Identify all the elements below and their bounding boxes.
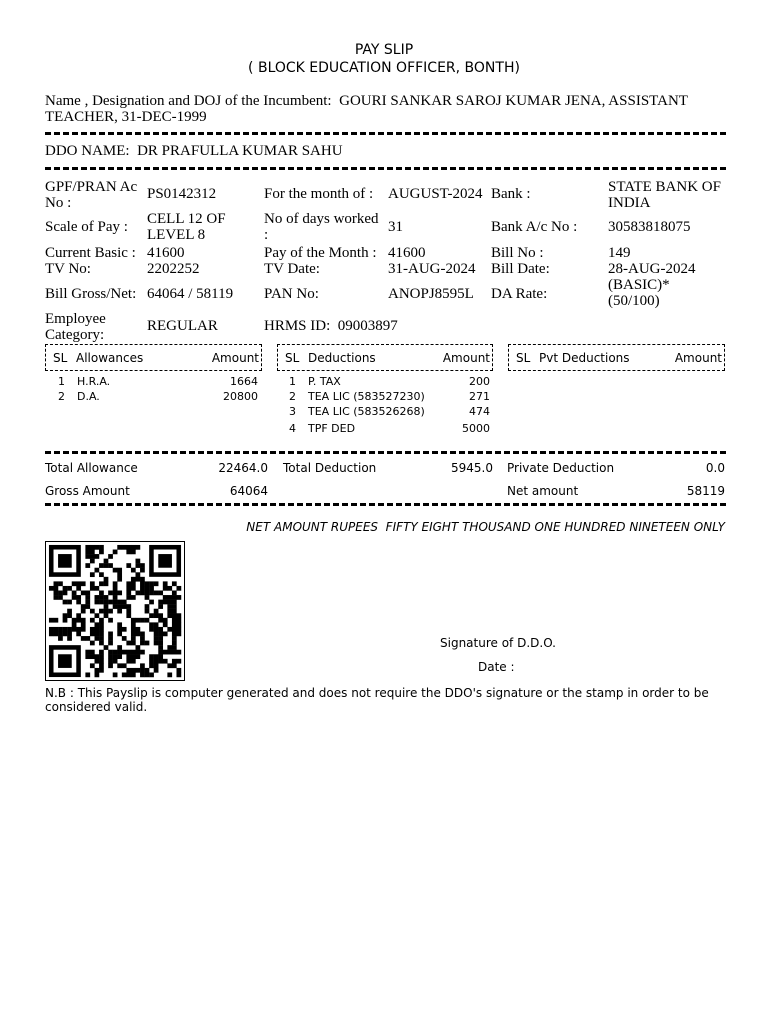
gross-net-label: Bill Gross/Net: — [45, 286, 137, 302]
bank-value: STATE BANK OF INDIA — [608, 179, 721, 211]
private-deduction-value: 0.0 — [705, 461, 725, 475]
days-value: 31 — [388, 219, 403, 235]
bill-no-label: Bill No : — [491, 245, 544, 261]
allowances-title-header: Allowances — [76, 351, 144, 365]
incumbent-label: Name , Designation and DOJ of the Incumbent: — [45, 93, 332, 109]
allowances-sl-header: SL — [53, 351, 68, 365]
hrms-value: 09003897 — [337, 318, 398, 334]
total-deduction-label: Total Deduction — [283, 461, 377, 475]
allowances-header — [45, 344, 262, 371]
incumbent-value: GOURI SANKAR SAROJ KUMAR JENA, ASSISTANT TEACHER, 31-DEC-1999 — [45, 93, 688, 125]
pay-value: 41600 — [388, 245, 426, 261]
net-amount-label: Net amount — [507, 484, 579, 498]
account-label: Bank A/c No : — [491, 219, 578, 235]
deduction-name: P. TAX — [308, 375, 341, 388]
deduction-name: TPF DED — [308, 422, 356, 435]
divider — [45, 132, 726, 135]
net-amount-in-words: NET AMOUNT RUPEES FIFTY EIGHT THOUSAND ONE HUNDRED NINETEEN ONLY — [246, 520, 725, 534]
allowance-amount: 20800 — [223, 390, 258, 403]
tv-date-value: 31-AUG-2024 — [388, 261, 476, 277]
deduction-sl: 1 — [289, 375, 296, 388]
days-label: No of days worked : — [264, 211, 379, 243]
total-deduction-value: 5945.0 — [451, 461, 493, 475]
divider — [45, 451, 726, 454]
qr-code — [45, 541, 185, 681]
gpf-label: GPF/PRAN Ac No : — [45, 179, 138, 211]
deduction-sl: 2 — [289, 390, 296, 403]
da-value: (BASIC)* (50/100) — [608, 277, 670, 309]
hrms-label: HRMS ID: — [264, 318, 331, 334]
deduction-sl: 3 — [289, 405, 296, 418]
allowance-name: H.R.A. — [77, 375, 111, 388]
bank-label: Bank : — [491, 186, 531, 202]
deductions-header — [277, 344, 493, 371]
signature-label: Signature of D.D.O. — [440, 636, 556, 650]
pan-value: ANOPJ8595L — [388, 286, 474, 302]
ddo-name — [45, 143, 343, 160]
gross-amount-value: 64064 — [229, 484, 268, 498]
da-label: DA Rate: — [491, 286, 548, 302]
basic-value: 41600 — [147, 245, 185, 261]
category-value: REGULAR — [147, 318, 218, 334]
allowances-amount-header: Amount — [211, 351, 259, 365]
basic-label: Current Basic : — [45, 245, 136, 261]
pay-label: Pay of the Month : — [264, 245, 377, 261]
deductions-title-header: Deductions — [308, 351, 376, 365]
tv-no-label: TV No: — [45, 261, 91, 277]
disclaimer-note: N.B : This Payslip is computer generated and does not require the DDO's signature or the stamp in order to be considered valid. — [45, 686, 709, 714]
hrms-id — [264, 318, 398, 334]
deductions-sl-header: SL — [285, 351, 300, 365]
date-label: Date : — [478, 660, 515, 674]
bill-date-value: 28-AUG-2024 — [608, 261, 696, 277]
private-deduction-label: Private Deduction — [507, 461, 615, 475]
allowance-amount: 1664 — [230, 375, 258, 388]
total-allowance-label: Total Allowance — [45, 461, 138, 475]
allowance-sl: 1 — [58, 375, 65, 388]
account-value: 30583818075 — [608, 219, 691, 235]
deduction-amount: 200 — [469, 375, 490, 388]
ddo-label: DDO NAME: — [45, 143, 130, 159]
divider — [45, 503, 726, 506]
gpf-value: PS0142312 — [147, 186, 217, 202]
allowance-sl: 2 — [58, 390, 65, 403]
pvt-deductions-sl-header: SL — [516, 351, 531, 365]
bill-no-value: 149 — [608, 245, 631, 261]
tv-date-label: TV Date: — [264, 261, 320, 277]
scale-value: CELL 12 OF LEVEL 8 — [147, 211, 226, 243]
bill-date-label: Bill Date: — [491, 261, 550, 277]
deduction-name: TEA LIC (583526268) — [308, 405, 425, 418]
divider — [45, 167, 726, 170]
pan-label: PAN No: — [264, 286, 319, 302]
deduction-amount: 5000 — [462, 422, 490, 435]
scale-label: Scale of Pay : — [45, 219, 128, 235]
pvt-deductions-header — [508, 344, 725, 371]
deduction-name: TEA LIC (583527230) — [308, 390, 425, 403]
month-label: For the month of : — [264, 186, 374, 202]
page-subtitle: ( BLOCK EDUCATION OFFICER, BONTH) — [248, 60, 520, 76]
total-allowance-value: 22464.0 — [218, 461, 268, 475]
net-amount-value: 58119 — [686, 484, 725, 498]
page-title: PAY SLIP — [354, 42, 414, 58]
gross-net-value: 64064 / 58119 — [147, 286, 234, 302]
gross-amount-label: Gross Amount — [45, 484, 130, 498]
category-label: Employee Category: — [45, 311, 106, 343]
allowance-name: D.A. — [77, 390, 100, 403]
month-value: AUGUST-2024 — [388, 186, 483, 202]
tv-no-value: 2202252 — [147, 261, 200, 277]
deduction-sl: 4 — [289, 422, 296, 435]
deduction-amount: 271 — [469, 390, 490, 403]
incumbent-details — [45, 93, 735, 125]
pvt-deductions-title-header: Pvt Deductions — [539, 351, 630, 365]
pvt-deductions-amount-header: Amount — [674, 351, 722, 365]
deductions-amount-header: Amount — [442, 351, 490, 365]
deduction-amount: 474 — [469, 405, 490, 418]
ddo-value: DR PRAFULLA KUMAR SAHU — [137, 143, 343, 159]
